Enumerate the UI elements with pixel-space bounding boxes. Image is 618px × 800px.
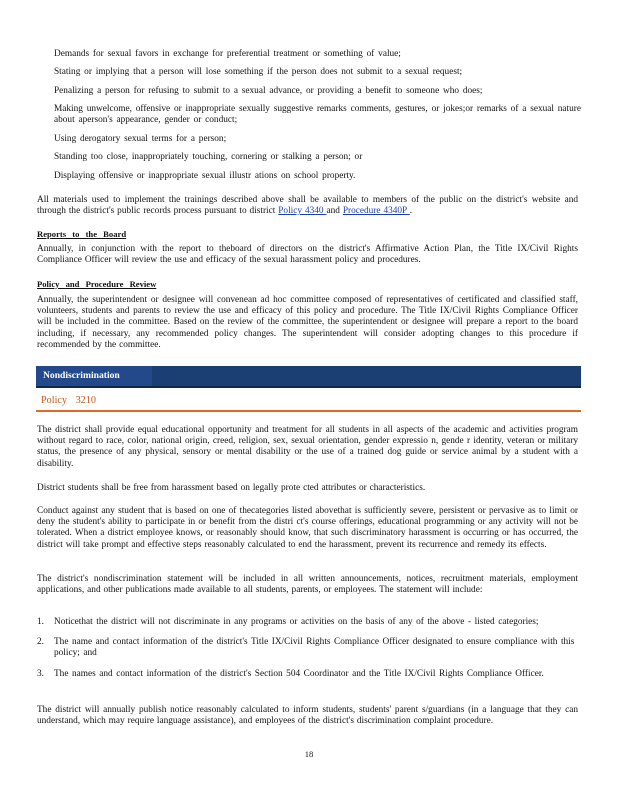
- policy-divider: [36, 410, 581, 412]
- review-heading: Policy and Procedure Review: [37, 279, 157, 289]
- list-item: 2. The name and contact information of the district's Title IX/Civil Rights Compliance Officer designated to ensure compliance with this policy; and: [37, 637, 575, 659]
- equal-opportunity-paragraph: The district shall provide equal educational opportunity and treatment for all students in all aspects of the academic and activities program without regard to race, color, national origin, creed, religion, sex, sexual orientation, gender expressio n, gende r identity, veteran or military status, the presence of any physical, sensory or mental disability or the use of a trained dog guide or service animal by a student with a disability.: [37, 425, 578, 469]
- bullet-icon: [37, 49, 54, 60]
- policy-4340-link[interactable]: Policy 4340: [278, 206, 327, 217]
- list-item: Displaying offensive or inappropriate sexual illustr ations on school property.: [37, 171, 582, 182]
- list-item: Stating or implying that a person will lose something if the person does not submit to a sexual request;: [37, 67, 582, 78]
- page-number: 18: [304, 749, 314, 759]
- harassment-free-paragraph: District students shall be free from harassment based on legally prote cted attributes or characteristics.: [37, 483, 426, 493]
- materials-paragraph: All materials used to implement the trainings described above shall be available to members of the public on the district's website and through the district's public records process pursuant to district Policy 4340 and Procedure 4340P .: [37, 195, 578, 217]
- annual-notice-paragraph: The district will annually publish notice reasonably calculated to inform students, students' parent s/guardians (in a language that they can understand, which may require language assistance), and employees of the district's discrimination complaint procedure.: [37, 705, 578, 727]
- reports-heading: Reports to the Board: [37, 229, 127, 239]
- policy-title: Policy 3210: [41, 395, 96, 406]
- statement-paragraph: The district's nondiscrimination statement will be included in all written announcements, notices, recruitment materials, employment applications, and other publications made available to all students, parents, or employees. The statement will include:: [37, 574, 578, 596]
- procedure-4340p-link[interactable]: Procedure 4340P: [342, 206, 410, 217]
- list-item: 3. The names and contact information of the district's Section 504 Coordinator and the Title IX/Civil Rights Compliance Officer.: [37, 668, 544, 679]
- list-item: Penalizing a person for refusing to submit to a sexual advance, or providing a benefit to someone who does;: [37, 86, 582, 97]
- reports-paragraph: Annually, in conjunction with the report to theboard of directors on the district's Affirmative Action Plan, the Title IX/Civil Rights Compliance Officer will review the use and efficacy of the sexual harassment policy and procedures.: [37, 244, 578, 266]
- bullet-icon: [37, 171, 54, 182]
- harassment-examples-list: [37, 49, 582, 189]
- bullet-icon: [37, 67, 54, 78]
- list-item: Using derogatory sexual terms for a person;: [37, 134, 582, 145]
- statement-items-list: [37, 617, 582, 689]
- list-item: Demands for sexual favors in exchange for preferential treatment or something of value;: [37, 49, 582, 60]
- section-header-bar: [36, 366, 581, 388]
- bullet-icon: [37, 86, 54, 97]
- list-item: Making unwelcome, offensive or inappropriate sexually suggestive remarks comments, gestures, or jokes;or remarks of a sexual nature about aperson's appearance, gender or conduct;: [37, 104, 582, 126]
- list-item: 1. Noticethat the district will not discriminate in any programs or activities on the basis of any of the above - listed categories;: [37, 617, 539, 627]
- bullet-icon: [37, 104, 54, 126]
- conduct-paragraph: Conduct against any student that is based on one of thecategories listed abovethat is sufficiently severe, persistent or pervasive as to limit or deny the student's ability to participate in or benefit from the distri ct's course offerings, educational programming or any activity will not be tolerated. When a district employee knows, or reasonably should know, that such discriminatory harassment is occurring or has occurred, the district will take prompt and effective steps reasonably calculated to end the harassment, prevent its recurrence and remedy its effects.: [37, 506, 578, 550]
- bullet-icon: [37, 152, 54, 163]
- review-paragraph: Annually, the superintendent or designee will convenean ad hoc committee composed of representatives of certificated and classified staff, volunteers, students and parents to review the use and efficacy of this policy and procedure. The Title IX/Civil Rights Compliance Officer will be included in the committee. Based on the review of the committee, the superintendent or designee will prepare a report to the board including, if necessary, any recommended policy changes. The superintendent will consider adopting changes to this procedure if recommended by the committee.: [37, 295, 578, 350]
- bullet-icon: [37, 134, 54, 145]
- list-item: Standing too close, inappropriately touching, cornering or stalking a person; or: [37, 152, 582, 163]
- section-title: Nondiscrimination: [43, 370, 120, 381]
